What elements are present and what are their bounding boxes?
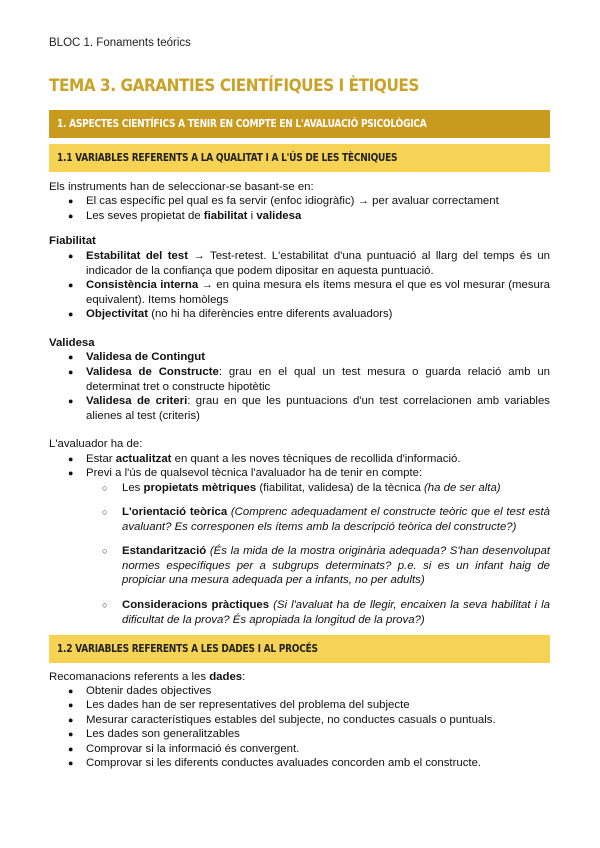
bullet-icon: ●: [68, 352, 74, 362]
section-heading-1: 1. ASPECTES CIENTÍFICS A TENIR EN COMPTE EN L'AVALUACIÓ PSICOLÒGICA: [49, 110, 550, 138]
circle-bullet-icon: ○: [102, 546, 108, 556]
bullet-icon: ●: [68, 367, 74, 377]
bullet-icon: ●: [68, 309, 74, 319]
bullet-icon: ●: [68, 211, 74, 221]
avaluador-heading: L'avaluador ha de:: [49, 438, 143, 450]
fiabilitat-heading: Fiabilitat: [49, 235, 96, 247]
bullet-icon: ●: [68, 700, 74, 710]
bullet-icon: ●: [68, 729, 74, 739]
subsection-heading-1-1: 1.1 VARIABLES REFERENTS A LA QUALITAT I A L'ÚS DE LES TÈCNIQUES: [49, 144, 550, 172]
bullet-icon: ●: [68, 396, 74, 406]
circle-bullet-icon: ○: [102, 600, 108, 610]
bullet-icon: ●: [68, 744, 74, 754]
page-header: BLOC 1. Fonaments teórics: [49, 37, 191, 49]
circle-bullet-icon: ○: [102, 507, 108, 517]
bullet-icon: ●: [68, 758, 74, 768]
bullet-icon: ●: [68, 251, 74, 261]
bullet-icon: ●: [68, 454, 74, 464]
circle-bullet-icon: ○: [102, 483, 108, 493]
bullet-icon: ●: [68, 280, 74, 290]
validesa-heading: Validesa: [49, 337, 95, 349]
bullet-icon: ●: [68, 196, 74, 206]
intro-text: Els instruments han de seleccionar-se basant-se en:: [49, 181, 314, 193]
page-title: TEMA 3. GARANTIES CIENTÍFIQUES I ÈTIQUES: [49, 76, 419, 96]
document-page: BLOC 1. Fonaments teórics TEMA 3. GARANTIES CIENTÍFIQUES I ÈTIQUES 1. ASPECTES CIENTÍFICS A TENIR EN COMPTE EN L'AVALUACIÓ PSICOLÒGICA 1.1 VARIABLES REFERENTS A LA QUALITAT I A L'ÚS DE LES TÈCNIQUES Els instruments han de seleccionar-se basant-se en: ● El cas específic pel qual es fa servir (enfoc idiogràfic) → per avaluar correctament ● Les seves propietat de fiabilitat i validesa Fiabilitat ● Estabilitat del test → Test-retest. L'estabilitat d'una puntuació al llarg del temps és un indicador de la confiança que podem dipositar en aquesta puntuació. ● Consistència interna → en quina mesura els ítems mesura el que es vol mesurar (mesura equivalent). Items homòlegs ● Objectivitat (no hi ha diferències entre diferents avaluadors) Validesa ● Validesa de Contingut ● Validesa de Constructe: grau en el qual un test mesura o guarda relació amb un determinat tret o constructe hipotètic ● Validesa de criteri: grau en que les puntuacions d'un test correlacionen amb variables alienes al test (criteris) L'avaluador ha de: ● Estar actualitzat en quant a les noves tècniques de recollida d'informació. ● Previ a l'ús de qualsevol tècnica l'avaluador ha de tenir en compte: ○ Les propietats mètriques (fiabilitat, validesa) de la tècnica (ha de ser alta) ○ L'orientació teòrica (Comprenc adequadament el constructe teòric que el test està avaluant? Es corresponen els ítems amb la descripció teòrica del constructe?) ○ Estandarització (És la mida de la mostra originària adequada? S'han desenvolupat normes específiques per a subgrups determinats? p.e. si es un infant haig de propiciar una mesura adequada per a infants, no per adults) ○ Consideracions pràctiques (Si l'avaluat ha de llegir, encaixen la seva habilitat i la dificultat de la prova? És apropiada la longitud de la prova?) 1.2 VARIABLES REFERENTS A LES DADES I AL PROCÉS Recomanacions referents a les dades: ● Obtenir dades objectives ● Les dades han de ser representatives del problema del subjecte ● Mesurar característiques estables del subjecte, no conductes casuals o puntuals. ● Les dades son generalitzables ● Comprovar si la informació és convergent. ● Comprovar si les diferents conductes avaluades concorden amb el constructe.: [49, 37, 551, 769]
bullet-icon: ●: [68, 468, 74, 478]
recomanacions-text: Recomanacions referents a les dades:: [49, 671, 246, 683]
subsection-heading-1-2: 1.2 VARIABLES REFERENTS A LES DADES I AL PROCÉS: [49, 635, 550, 663]
bullet-icon: ●: [68, 686, 74, 696]
bullet-icon: ●: [68, 715, 74, 725]
